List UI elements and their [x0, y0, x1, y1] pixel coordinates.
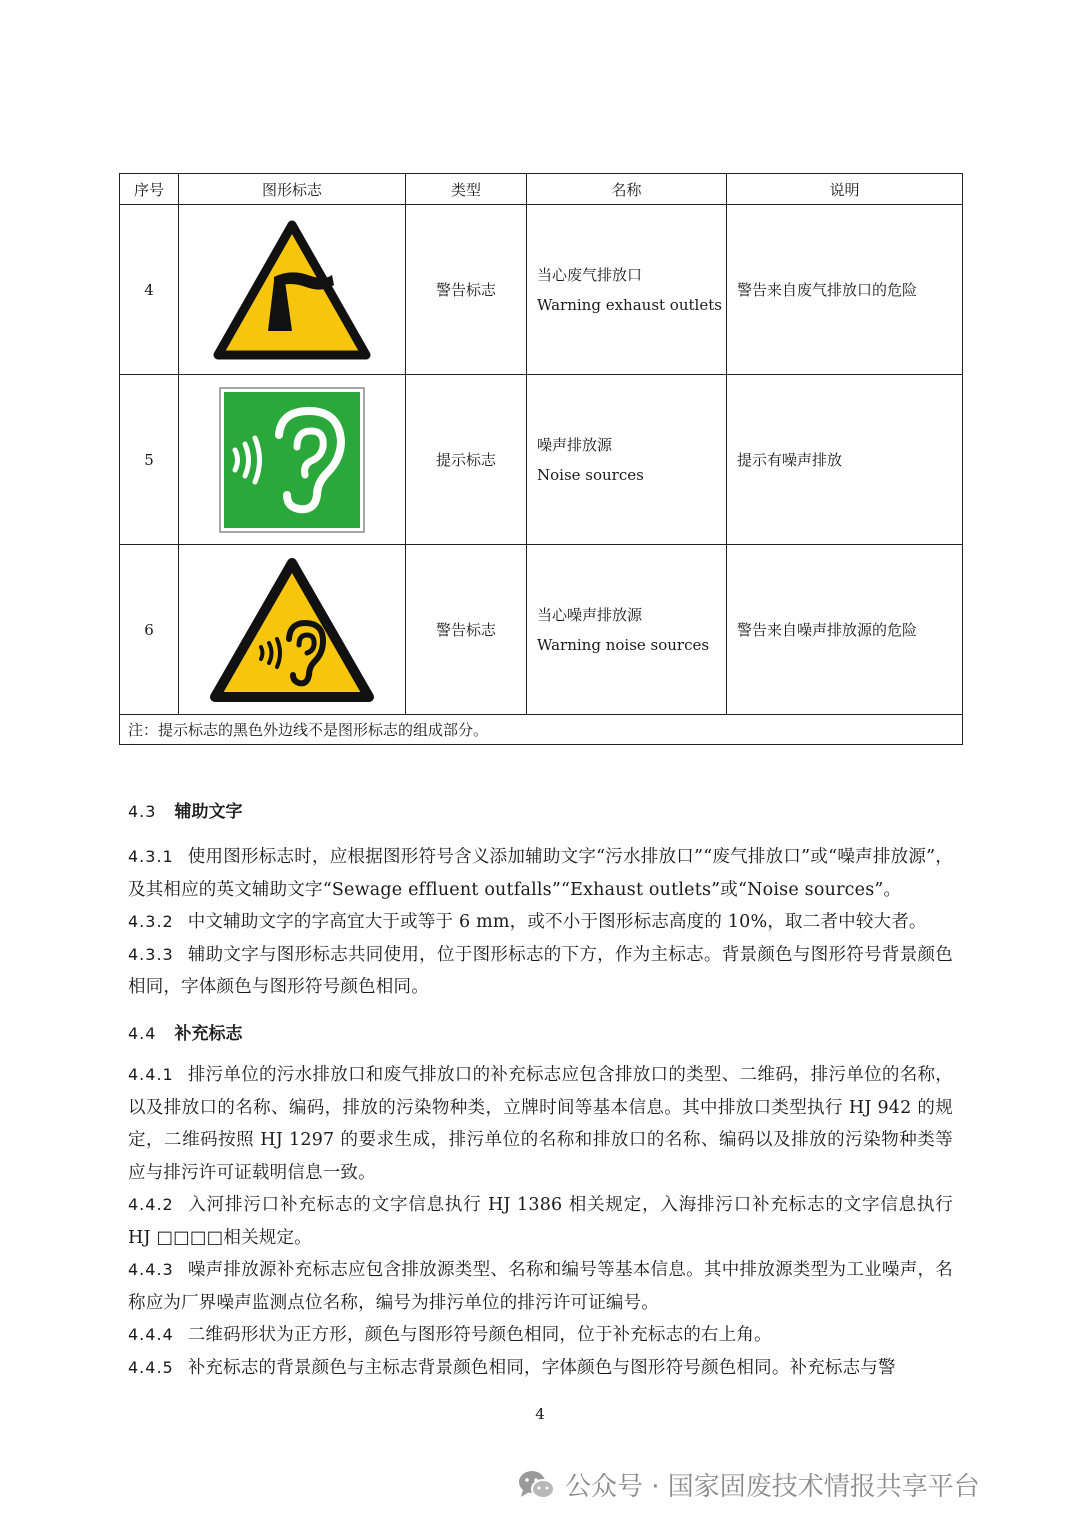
clause-text: 噪声排放源补充标志应包含排放源类型、名称和编号等基本信息。其中排放源类型为工业噪声，名称应为厂界噪声监测点位名称，编号为排污单位的排污许可证编号。 [128, 1260, 953, 1313]
clause-number: 4.4.3 [128, 1260, 174, 1279]
clause [128, 841, 953, 906]
clause-text: 辅助文字与图形标志共同使用，位于图形标志的下方，作为主标志。背景颜色与图形符号背景颜色相同，字体颜色与图形符号颜色相同。 [128, 944, 953, 997]
table-header-row [120, 174, 963, 205]
name-en: Noise sources [537, 465, 644, 484]
noise-ear-green-sign-icon [219, 387, 365, 533]
section-heading [128, 1019, 242, 1044]
clause-text: 二维码形状为正方形，颜色与图形符号颜色相同，位于补充标志的右上角。 [187, 1325, 772, 1345]
clause-number: 4.4.5 [128, 1357, 174, 1377]
sign-table [119, 173, 963, 745]
table-row [120, 205, 963, 375]
watermark-text: 公众号 · 国家固废技术情报共享平台 [565, 1472, 980, 1502]
name-cn: 当心噪声排放源 [537, 605, 643, 624]
type-cell: 警告标志 [406, 205, 527, 375]
exhaust-warning-triangle-icon [212, 219, 372, 361]
icon-cell [179, 375, 406, 545]
section-title: 辅助文字 [174, 802, 243, 822]
name-cell [527, 545, 727, 715]
noise-warning-triangle-icon [209, 557, 375, 703]
section-number: 4.3 [128, 802, 157, 821]
description-cell: 警告来自废气排放口的危险 [727, 205, 963, 375]
name-cn: 当心废气排放口 [537, 265, 643, 284]
wechat-icon [517, 1469, 555, 1501]
icon-cell [179, 545, 406, 715]
table-note-row [120, 715, 963, 745]
header-cell: 说明 [727, 174, 963, 205]
clause-number: 4.3.2 [128, 912, 174, 931]
clause [128, 1352, 953, 1385]
clause-text: 使用图形标志时，应根据图形符号含义添加辅助文字“污水排放口”“废气排放口”或“噪声排放源”，及其相应的英文辅助文字“Sewage effluent outfalls”“Exhaust outlets”或“Noise sources”。 [128, 847, 953, 900]
clause-text: 补充标志的背景颜色与主标志背景颜色相同，字体颜色与图形符号颜色相同。补充标志与警 [187, 1357, 896, 1378]
clause-number: 4.3.1 [128, 847, 174, 866]
table-row [120, 545, 963, 715]
section-title: 补充标志 [174, 1024, 243, 1044]
clause [128, 1319, 953, 1352]
description-cell: 警告来自噪声排放源的危险 [727, 545, 963, 715]
header-cell: 类型 [406, 174, 527, 205]
section-4-4-body [128, 1059, 953, 1384]
watermark [517, 1466, 980, 1503]
section-4-3-body [128, 841, 953, 1004]
name-cn: 噪声排放源 [537, 435, 613, 454]
clause [128, 906, 953, 939]
section-heading [128, 797, 242, 822]
clause [128, 1254, 953, 1319]
name-cell [527, 205, 727, 375]
section-number: 4.4 [128, 1024, 157, 1043]
clause-text: 排污单位的污水排放口和废气排放口的补充标志应包含排放口的类型、二维码，排污单位的名称，以及排放口的名称、编码，排放的污染物种类，立牌时间等基本信息。其中排放口类型执行 HJ 942 的规定，二维码按照 HJ 1297 的要求生成，排污单位的名称和排放口的名称、编码以及排放的污染物种类等应与排污许可证载明信息一致。 [128, 1065, 953, 1183]
header-cell: 图形标志 [179, 174, 406, 205]
page-number: 4 [535, 1405, 545, 1423]
clause [128, 1189, 953, 1254]
clause-text: 入河排污口补充标志的文字信息执行 HJ 1386 相关规定，入海排污口补充标志的文字信息执行 HJ □□□□相关规定。 [128, 1195, 953, 1248]
clause [128, 939, 953, 1004]
clause-text: 中文辅助文字的字高宜大于或等于 6 mm，或不小于图形标志高度的 10%，取二者中较大者。 [187, 912, 927, 932]
clause [128, 1059, 953, 1189]
row-number: 5 [120, 375, 179, 545]
description-cell: 提示有噪声排放 [727, 375, 963, 545]
table-note: 注：提示标志的黑色外边线不是图形标志的组成部分。 [120, 715, 963, 745]
clause-number: 4.3.3 [128, 944, 174, 964]
type-cell: 提示标志 [406, 375, 527, 545]
clause-number: 4.4.4 [128, 1325, 174, 1344]
clause-number: 4.4.2 [128, 1195, 174, 1214]
row-number: 6 [120, 545, 179, 715]
row-number: 4 [120, 205, 179, 375]
header-cell: 名称 [527, 174, 727, 205]
clause-number: 4.4.1 [128, 1065, 174, 1084]
name-en: Warning exhaust outlets [537, 295, 722, 314]
name-cell [527, 375, 727, 545]
type-cell: 警告标志 [406, 545, 527, 715]
icon-cell [179, 205, 406, 375]
table-row [120, 375, 963, 545]
header-cell: 序号 [120, 174, 179, 205]
name-en: Warning noise sources [537, 635, 710, 654]
